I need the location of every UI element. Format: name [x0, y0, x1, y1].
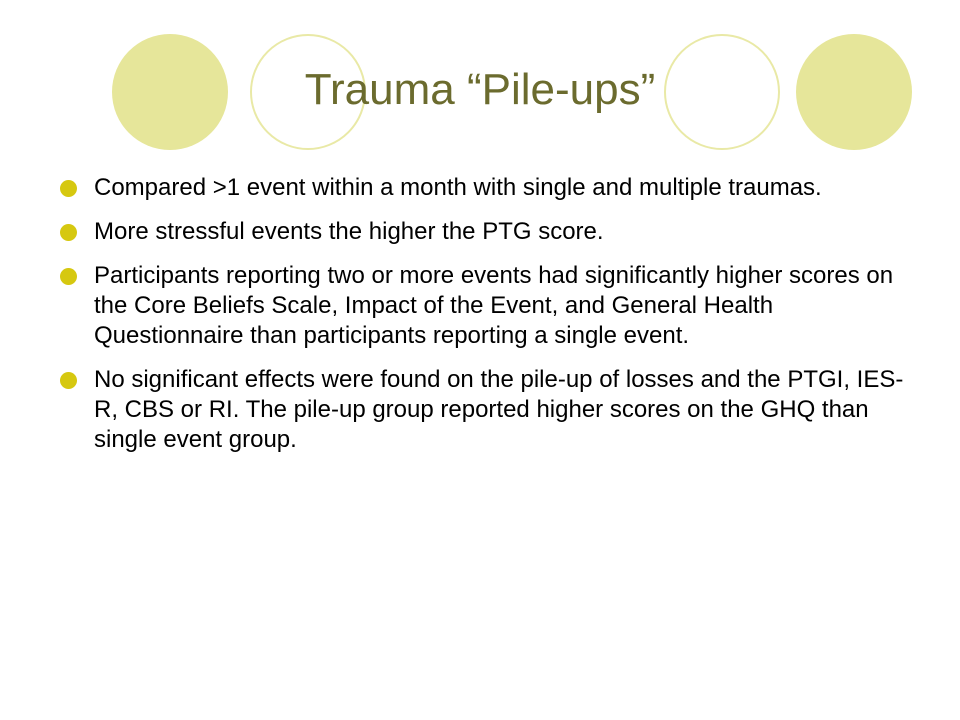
bullet-item [60, 217, 910, 247]
bullet-dot-icon [60, 372, 77, 389]
bullet-text: Participants reporting two or more events had significantly higher scores on the Core Beliefs Scale, Impact of the Event, and General Health Questionnaire than participants reporting a single event. [94, 262, 894, 349]
bullet-text: Compared >1 event within a month with single and multiple traumas. [94, 174, 822, 201]
bullet-item [60, 261, 910, 351]
bullet-text: No significant effects were found on the pile-up of losses and the PTGI, IES-R, CBS or RI. The pile-up group reported higher scores on the GHQ than single event group. [94, 366, 904, 453]
slide-title: Trauma “Pile-ups” [304, 65, 656, 114]
bullet-item [60, 365, 910, 455]
bullet-dot-icon [60, 268, 77, 285]
bullet-item [60, 173, 910, 203]
bullet-dot-icon [60, 180, 77, 197]
bullet-dot-icon [60, 224, 77, 241]
bullet-list [60, 173, 910, 469]
bullet-text: More stressful events the higher the PTG score. [94, 218, 604, 245]
